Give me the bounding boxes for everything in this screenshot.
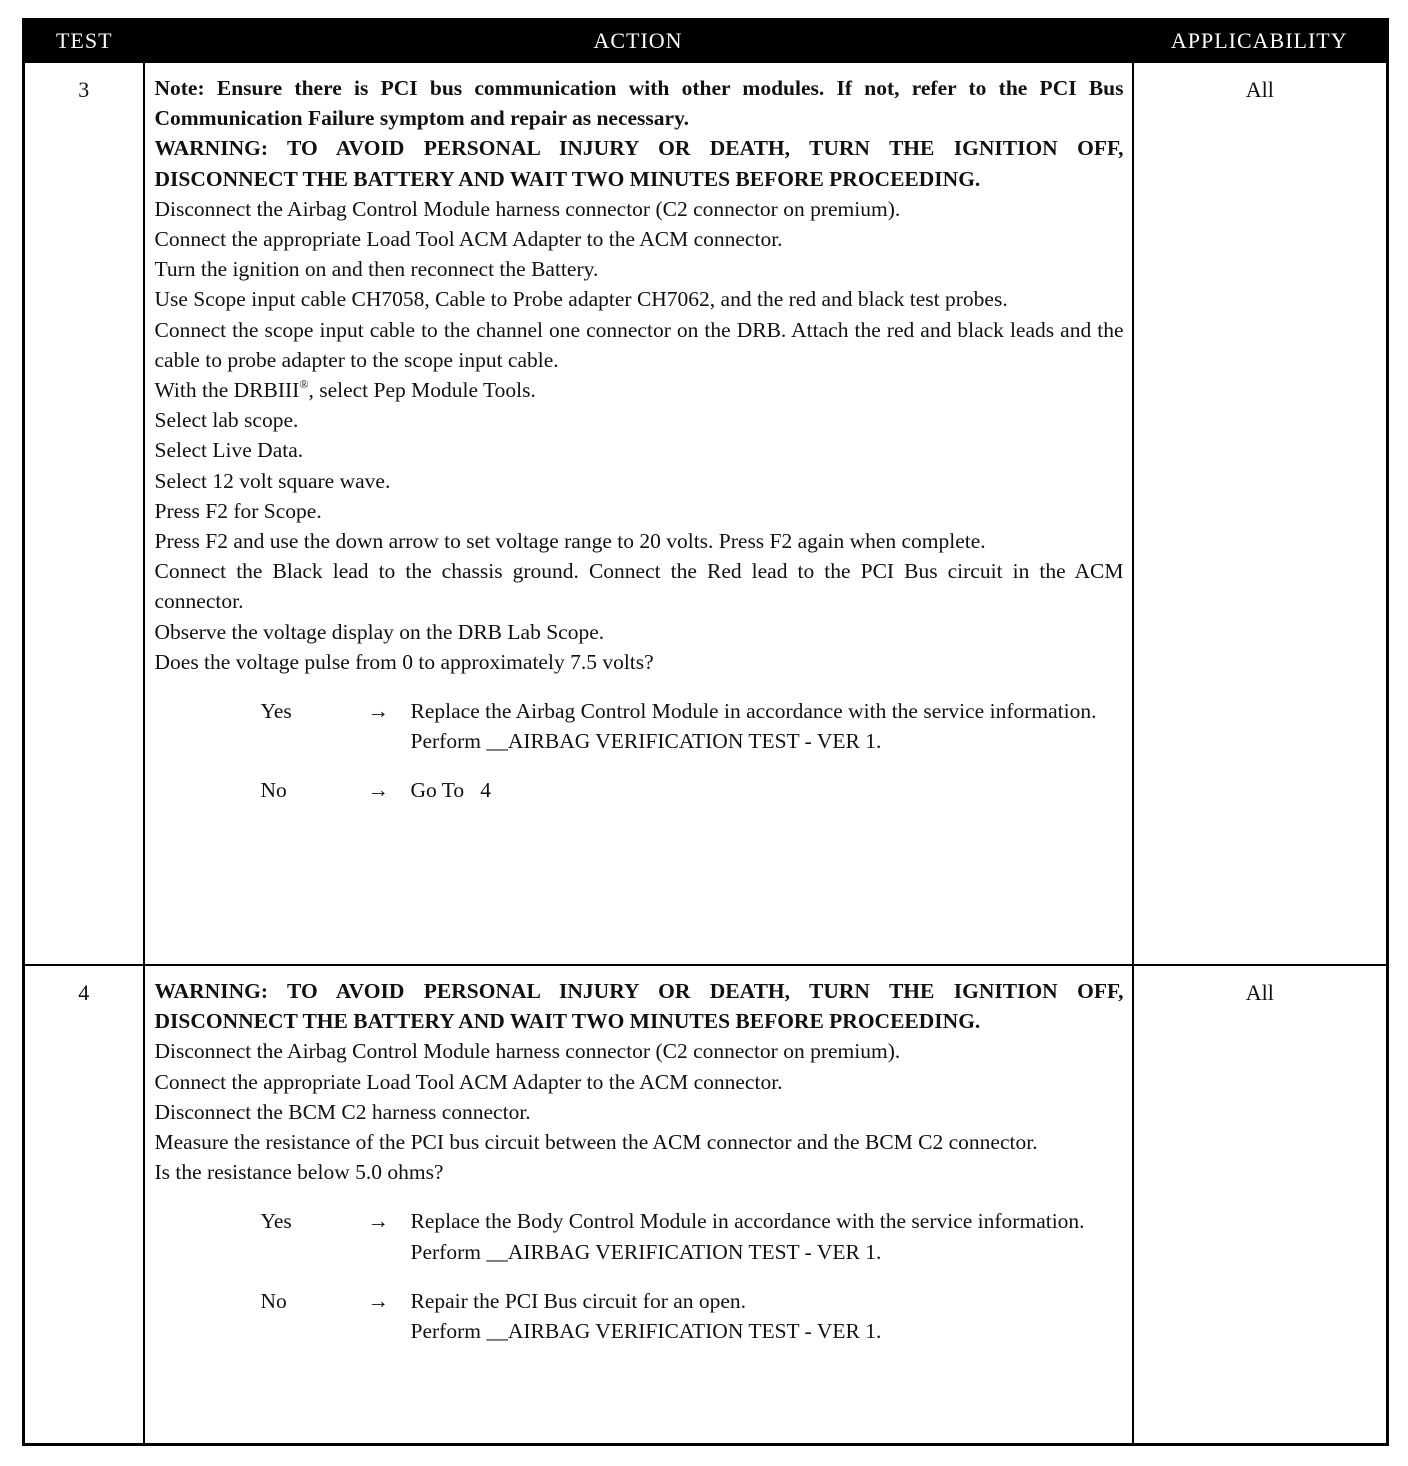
step-text: Observe the voltage display on the DRB Lab Scope. [154,619,605,644]
answer-body [411,1286,1124,1346]
answer-line: Replace the Body Control Module in accordance with the service information. [410,1209,1085,1234]
answer-line: Perform __AIRBAG VERIFICATION TEST - VER 1. [410,729,882,754]
step-text-part: , select Pep Module Tools. [308,378,536,403]
answer-body [411,1206,1124,1266]
answer-label: Yes [260,1209,292,1234]
table-row [24,62,1388,965]
test-number: 3 [24,62,144,965]
step-text: Select lab scope. [154,408,299,433]
answer-label: Yes [260,699,292,724]
question-text: Is the resistance below 5.0 ohms? [154,1160,444,1185]
table-row [24,965,1388,1445]
table-header-row [24,20,1388,63]
step-text: Measure the resistance of the PCI bus circuit between the ACM connector and the BCM C2 connector. [154,1130,1038,1155]
right-arrow-icon: → [367,1209,389,1234]
answer-yes [261,696,1124,756]
answer-line: Perform __AIRBAG VERIFICATION TEST - VER 1. [410,1319,882,1344]
right-arrow-icon: → [367,778,389,803]
right-arrow-icon: → [367,699,389,724]
step-text: Select Live Data. [154,438,304,463]
question-text: Does the voltage pulse from 0 to approximately 7.5 volts? [154,649,654,674]
action-cell [144,965,1133,1445]
answer-line: Repair the PCI Bus circuit for an open. [410,1288,747,1313]
applicability-value: All [1133,62,1388,965]
diagnostic-table [22,18,1389,1446]
step-text: Press F2 and use the down arrow to set voltage range to 20 volts. Press F2 again when complete. [154,529,986,554]
test-number: 4 [24,965,144,1445]
answer-line: Perform __AIRBAG VERIFICATION TEST - VER 1. [410,1239,882,1264]
header-applicability: APPLICABILITY [1133,20,1388,63]
step-text: Turn the ignition on and then reconnect the Battery. [154,257,599,282]
answer-line: Replace the Airbag Control Module in accordance with the service information. [410,699,1097,724]
warning-text: WARNING: TO AVOID PERSONAL INJURY OR DEATH, TURN THE IGNITION OFF, DISCONNECT THE BATTERY AND WAIT TWO MINUTES BEFORE PROCEEDING. [154,136,1124,191]
step-text: Disconnect the Airbag Control Module harness connector (C2 connector on premium). [154,1039,901,1064]
note-text: Note: Ensure there is PCI bus communication with other modules. If not, refer to the PCI Bus Communication Failure symptom and repair as necessary. [154,76,1124,131]
step-text: Disconnect the Airbag Control Module harness connector (C2 connector on premium). [154,196,901,221]
header-test: TEST [24,20,144,63]
step-text: Select 12 volt square wave. [154,468,391,493]
registered-mark: ® [299,377,309,392]
step-text: Disconnect the BCM C2 harness connector. [154,1099,531,1124]
step-text-part: With the DRBIII [154,378,300,403]
answer-body [411,775,1124,805]
answer-body [411,696,1124,756]
step-text: Connect the scope input cable to the channel one connector on the DRB. Attach the red and black leads and the cable to probe adapter to the scope input cable. [154,317,1124,372]
right-arrow-icon: → [367,1288,389,1313]
step-text: Connect the appropriate Load Tool ACM Adapter to the ACM connector. [154,1069,783,1094]
step-text [155,375,1124,405]
warning-text: WARNING: TO AVOID PERSONAL INJURY OR DEATH, TURN THE IGNITION OFF, DISCONNECT THE BATTERY AND WAIT TWO MINUTES BEFORE PROCEEDING. [154,979,1124,1034]
answer-line: Go To 4 [410,778,492,803]
answer-yes [261,1206,1124,1266]
header-action: ACTION [144,20,1133,63]
step-text: Connect the Black lead to the chassis ground. Connect the Red lead to the PCI Bus circuit in the ACM connector. [154,559,1124,614]
action-cell [144,62,1133,965]
step-text: Connect the appropriate Load Tool ACM Adapter to the ACM connector. [154,227,783,252]
answer-no [261,775,1124,805]
step-text: Press F2 for Scope. [154,498,322,523]
applicability-value: All [1133,965,1388,1445]
answer-label: No [260,1288,287,1313]
answer-label: No [260,778,287,803]
step-text: Use Scope input cable CH7058, Cable to Probe adapter CH7062, and the red and black test probes. [154,287,1008,312]
answer-no [261,1286,1124,1346]
